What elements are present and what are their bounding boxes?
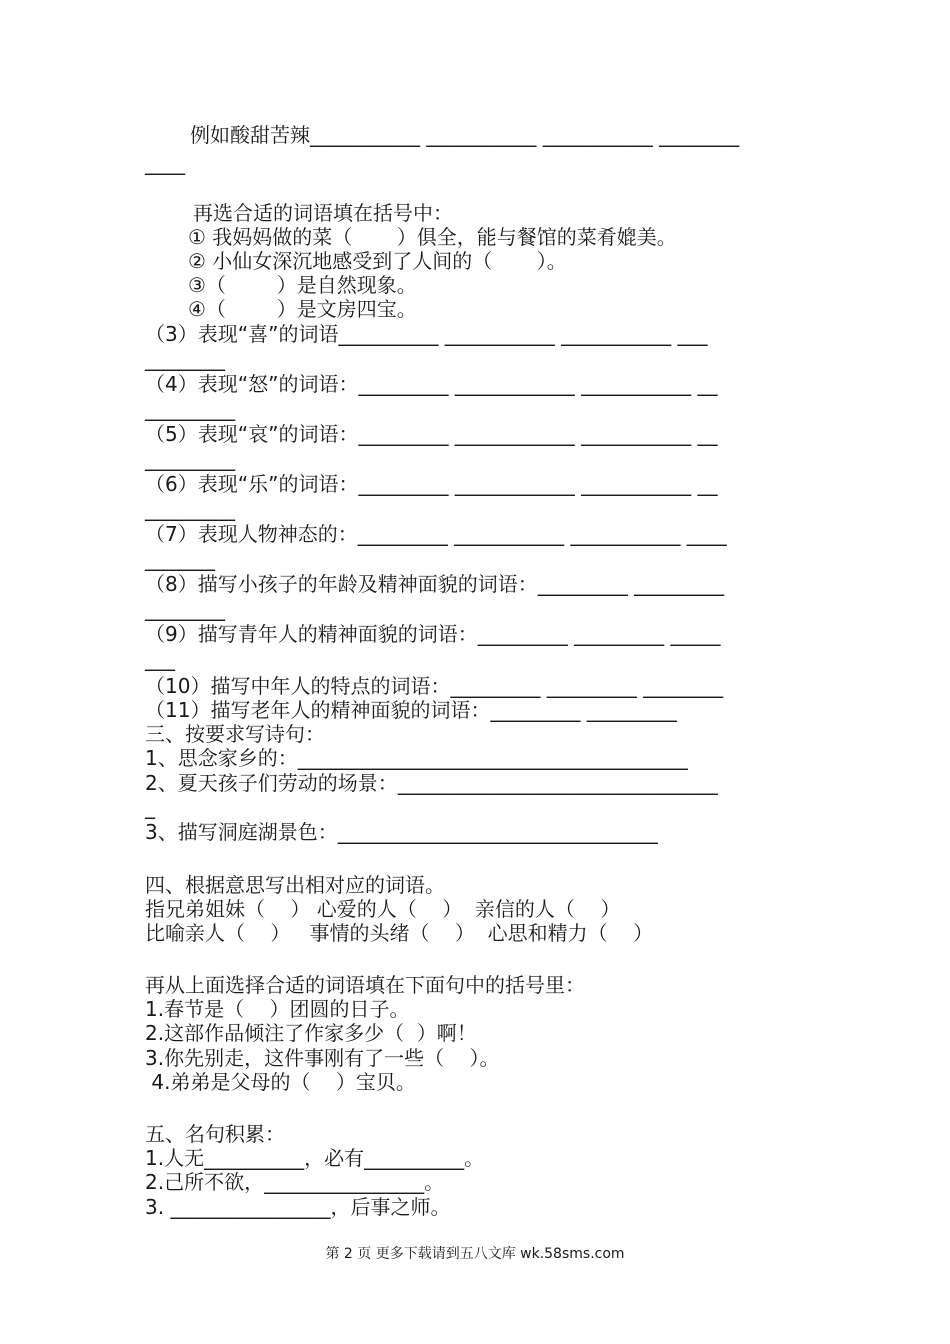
line-meaning-row-2: 比喻亲人（ ） 事情的头绪（ ） 心思和精力（ ） [145,921,654,945]
line-q7-expression: （7）表现人物神态的：_________ ___________ ___________ ____ [145,522,727,546]
line-meaning-row-1: 指兄弟姐妹（ ） 心爱的人（ ） 亲信的人（ ） [145,897,621,921]
line-poem-1: 1、思念家乡的：_______________________________________ [145,746,688,770]
line-quote-2: 2.己所不欲，________________。 [145,1170,445,1194]
section-five-heading: 五、名句积累： [145,1122,285,1146]
line-q4-cont: _________ [145,397,235,421]
page-footer: 第 2 页 更多下载请到五八文库 wk.58sms.com [325,1246,625,1262]
line-q5-cont: _________ [145,447,235,471]
line-choose-heading: 再从上面选择合适的词语填在下面句中的括号里： [145,973,585,997]
line-fill-3: ③（ ）是自然现象。 [188,273,417,297]
line-q11-elderly: （11）描写老年人的精神面貌的词语：_________ _________ [145,698,677,722]
line-quote-3: 3. ________________，后事之师。 [145,1195,451,1219]
line-poem-3: 3、描写洞庭湖景色：________________________________ [145,820,658,844]
line-q9-youth: （9）描写青年人的精神面貌的词语：_________ _________ _____ [145,622,721,646]
line-q4-anger: （4）表现“怒”的词语：_________ ____________ ___________ __ [145,372,718,396]
line-example-tastes-cont: ____ [145,151,185,175]
line-example-tastes: 例如酸甜苦辣___________ ___________ ___________ ________ [190,123,740,147]
line-q8-children: （8）描写小孩子的年龄及精神面貌的词语：_________ _________ [145,572,725,596]
line-sentence-1: 1.春节是（ ）团圆的日子。 [145,997,410,1021]
line-sentence-2: 2.这部作品倾注了作家多少（ ）啊！ [145,1021,477,1045]
line-q3-cont: ________ [145,347,225,371]
line-q6-happiness: （6）表现“乐”的词语：_________ ____________ ___________ __ [145,472,718,496]
line-fill-4: ④（ ）是文房四宝。 [188,297,417,321]
line-quote-1: 1.人无__________，必有__________。 [145,1146,485,1170]
section-four-heading: 四、根据意思写出相对应的词语。 [145,873,445,897]
section-three-heading: 三、按要求写诗句： [145,722,325,746]
line-poem-2-cont: _ [145,795,155,819]
line-q6-cont: _________ [145,497,235,521]
line-poem-2: 2、夏天孩子们劳动的场景：________________________________ [145,771,718,795]
line-q3-joy: （3）表现“喜”的词语__________ ___________ ___________ ___ [145,322,708,346]
line-sentence-3: 3.你先别走，这件事刚有了一些（ ）。 [145,1046,500,1070]
line-q8-cont: ________ [145,597,225,621]
line-sentence-4: 4.弟弟是父母的（ ）宝贝。 [145,1070,416,1094]
line-fill-1: ① 我妈妈做的菜（ ）俱全，能与餐馆的菜肴媲美。 [188,225,677,249]
line-q7-cont: _______ [145,547,215,571]
line-q9-cont: ___ [145,647,175,671]
line-fill-2: ② 小仙女深沉地感受到了人间的（ ）。 [188,249,567,273]
line-select-words-heading: 再选合适的词语填在括号中： [193,201,453,225]
line-q5-sorrow: （5）表现“哀”的词语：_________ ____________ ___________ __ [145,422,718,446]
line-q10-middle-aged: （10）描写中年人的特点的词语：_________ _________ ________ [145,674,724,698]
